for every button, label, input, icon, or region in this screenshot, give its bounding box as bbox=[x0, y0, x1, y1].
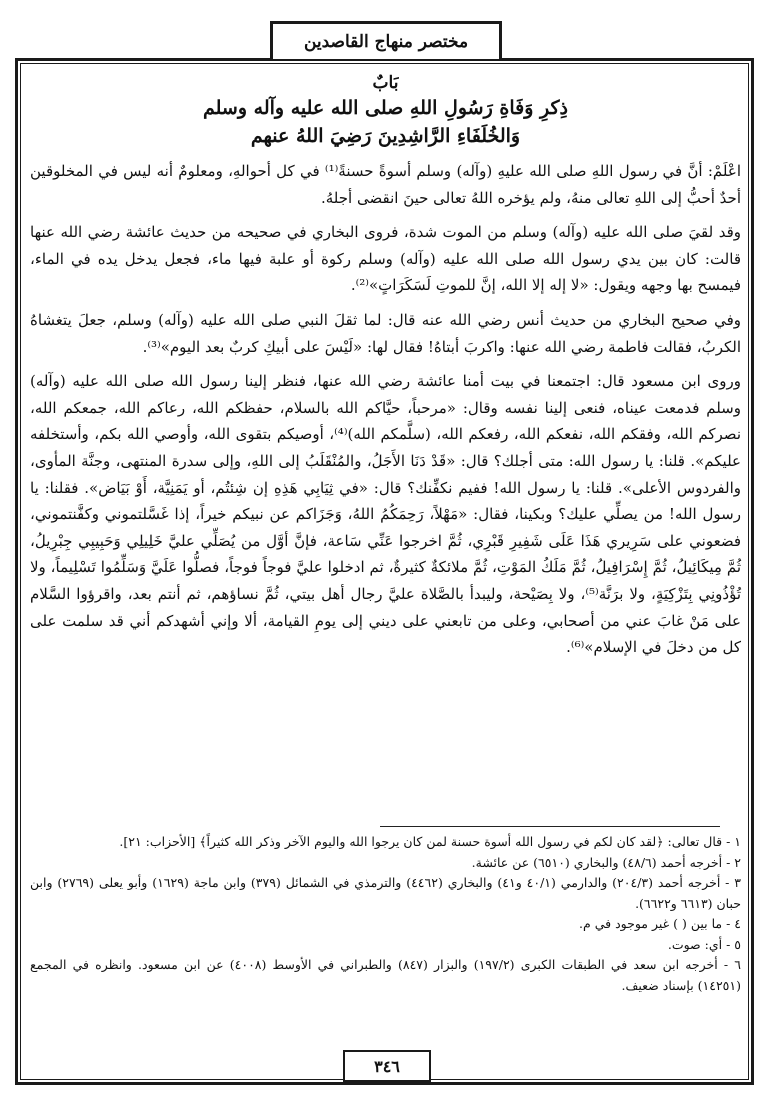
footnotes bbox=[30, 832, 741, 996]
paragraph-1: اعْلَمْ: أنَّ في رسول اللهِ صلى الله عليهِ (وآله) وسلم أسوةً حسنةً⁽¹⁾ في كل أحوالهِ، ومعلومٌ أنه ليس في المخلوقين أحدٌ أحبُّ إلى اللهِ تعالى منهُ، ولم يؤخره اللهُ تعالى حينَ انقضى أجلهُ. bbox=[30, 162, 741, 207]
paragraph-2: وقد لقيَ صلى الله عليه (وآله) وسلم من الموت شدة، فروى البخاري في صحيحه من حديث عائشة رضي الله عنها قالت: كان بين يدي رسول الله صلى الله عليه (وآله) وسلم ركوة أو علبة فيها ماء، فجعل يدخل يده في الماء، فيمسح بها وجهه ويقول: «لا إله إلا الله، إنَّ للموتِ لَسَكَرَاتٍ»⁽²⁾. bbox=[30, 223, 741, 295]
chapter-label: بَابٌ bbox=[372, 73, 399, 93]
footnote-5: ٥ - أي: صوت. bbox=[667, 936, 741, 952]
footnote-4: ٤ - ما بين ( ) غير موجود في م. bbox=[579, 916, 741, 931]
chapter-title-line-2: وَالخُلَفَاءِ الرَّاشِدِينَ رَضِيَ اللهُ عنهم bbox=[250, 125, 521, 147]
chapter-title-line-1: ذِكرِ وَفَاةِ رَسُولِ اللهِ صلى الله عليه وآله وسلم bbox=[203, 97, 568, 119]
running-header: مختصر منهاج القاصدين bbox=[270, 21, 502, 59]
page-number: ٣٤٦ bbox=[343, 1050, 431, 1082]
paragraph-3: وفي صحيح البخاري من حديث أنس رضي الله عنه قال: لما ثقلَ النبي صلى الله عليه (وآله) وسلم، جعلَ يتغشاهُ الكربُ، فقالت فاطمة رضي الله عنها: واكربَ أبتاهُ! فقال لها: «لَيْسَ على أبيكِ كربٌ بعد اليوم»⁽³⁾. bbox=[30, 310, 741, 356]
footnote-3: ٣ - أخرجه أحمد (٢٠٤/٣) والدارمي (٤٠/١ و٤١) والبخاري (٤٤٦٢) والترمذي في الشمائل (٣٧٩) وابن ماجة (١٦٢٩) وأبو يعلى (٢٧٦٩) وابن حبان (٦٦١٣ و٦٦٢٢). bbox=[30, 875, 742, 911]
paragraph-4: وروى ابن مسعود قال: اجتمعنا في بيت أمنا عائشة رضي الله عنها، فنظر إلينا رسول الله صلى الله عليه (وآله) وسلم فدمعت عيناه، فنعى إلينا نفسه وقال: «مرحباً، حيَّاكم الله بالسلام، حفظكم الله، رعاكم الله، جمعكم الله، نصركم الله، وفقكم الله، نفعكم الله، رفعكم الله، (سلَّمكم الله)⁽⁴⁾، أوصيكم بتقوى الله، وأوصي الله بكم، وأستخلفه عليكم». قلنا: يا رسول الله: متى أجلك؟ قال: «قَدْ دَنَا الأَجَلُ، والمُنْقَلَبُ إلى اللهِ، وإلى سدرة المنتهى، وجنَّة المأوى، والفردوس الأعلى». قلنا: يا رسول الله! ففيم نكفِّنك؟ قال: «في ثِيَابِي هَذِهِ إن شِئتُم، أو يَمَنِيَّة، أَوْ بَيَاض». فقلنا: يا رسول الله! من يصلِّي عليك؟ وبكينا، فقال: «مَهْلاً، رَحِمَكُمُ اللهُ، وَجَزَاكم عن نبيكم خيراً، إذا غَسَّلتموني وكفَّنتموني، فضعوني على سَرِيري هَذَا عَلَى شَفِيرِ قَبْرِي، ثُمَّ اخرجوا عَنِّي سَاعة، فإنَّ أوَّل من يُصَلِّي عليَّ خَلِيلِي وَحَبِيبِي جِبْرِيلُ، ثُمَّ مِيكَائِيلُ، ثُمَّ إِسْرَافِيلُ، ثُمَّ مَلَكُ المَوْتِ، ثُمَّ ملائكةٌ كثيرةٌ، ثم ادخلوا عليَّ فوجاً فوجاً، فصلُّوا عَلَيَّ وَسَلِّمُوا تَسْلِيماً، ولا تُؤْذُونِي بِتَزْكِيَةٍ، ولا برَنَّة⁽⁵⁾، ولا بِصَيْحة، وليبدأ بالصَّلاة عليَّ رجال أهل بيتي، ثُمَّ نساؤهم، ثم أنتم بعد، واقرؤوا السَّلام على مَنْ غابَ عني من أصحابي، وعلى من تابعني على ديني إلى يومِ القيامة، ألا وإني أشهدكم أني قد سلمت على كل من دخلَ في الإسلام»⁽⁶⁾. bbox=[30, 372, 741, 657]
footnote-divider bbox=[380, 826, 720, 827]
main-content bbox=[30, 72, 741, 669]
footnote-6: ٦ - أخرجه ابن سعد في الطبقات الكبرى (١٩٧/٢) والبزار (٨٤٧) والطبراني في الأوسط (٤٠٠٨) عن ابن مسعود. وانظره في المجمع (١٤٢٥١) بإسناد ضعيف. bbox=[30, 957, 742, 993]
body-text bbox=[30, 158, 741, 661]
footnote-2: ٢ - أخرجه أحمد (٤٨/٦) والبخاري (٦٥١٠) عن عائشة. bbox=[471, 854, 741, 870]
footnote-1: ١ - قال تعالى: ﴿لقد كان لكم في رسول الله أسوة حسنة لمن كان يرجوا الله واليوم الآخر وذكر الله كثيراً﴾ [الأحزاب: ٢١]. bbox=[119, 834, 741, 849]
